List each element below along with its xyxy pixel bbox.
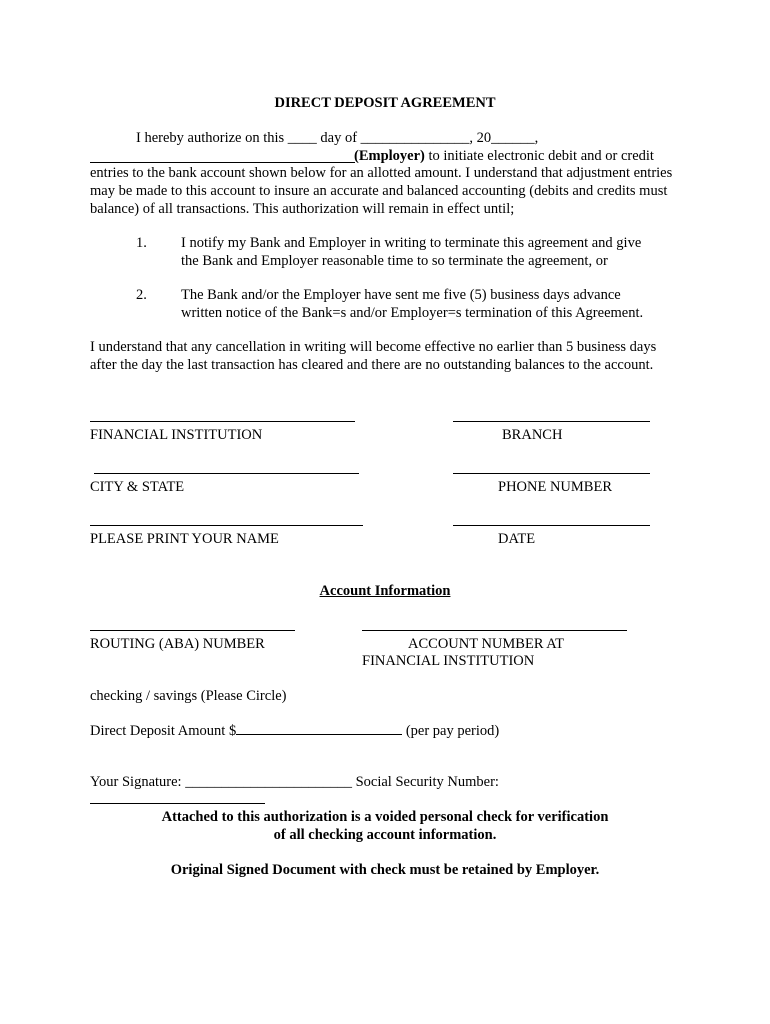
social-security-line[interactable] bbox=[90, 803, 265, 804]
list-item-2-line-1: The Bank and/or the Employer have sent me five (5) business days advance bbox=[181, 287, 621, 303]
branch-line[interactable] bbox=[453, 421, 650, 422]
account-information-heading: Account Information bbox=[319, 583, 451, 599]
city-state-line[interactable] bbox=[94, 473, 359, 474]
list-item-1-number: 1. bbox=[136, 235, 147, 251]
deposit-amount-suffix: (per pay period) bbox=[402, 723, 500, 739]
cancellation-paragraph: I understand that any cancellation in writing will become effective no earlier than 5 business days after the day the last transaction has cleared and there are no outstanding balances to the account. bbox=[90, 339, 657, 373]
list-item-2-number: 2. bbox=[136, 287, 147, 303]
routing-number-label: ROUTING (ABA) NUMBER bbox=[90, 636, 265, 652]
intro-line-1: I hereby authorize on this ____ day of _______________, 20______, bbox=[136, 130, 539, 146]
attached-note-line-2: of all checking account information. bbox=[273, 827, 497, 843]
attached-note-line-1: Attached to this authorization is a voided personal check for verification bbox=[161, 809, 609, 825]
list-item-2-line-2: written notice of the Bank=s and/or Employer=s termination of this Agreement. bbox=[181, 305, 644, 321]
city-state-label: CITY & STATE bbox=[90, 479, 185, 495]
print-name-label: PLEASE PRINT YOUR NAME bbox=[90, 531, 279, 547]
date-line[interactable] bbox=[453, 525, 650, 526]
original-signed-note: Original Signed Document with check must be retained by Employer. bbox=[170, 862, 600, 878]
intro-paragraph-rest: entries to the bank account shown below for an allotted amount. I understand that adjustment entries may be made to this account to insure an accurate and balanced accounting (debits and credits must balance) of all transactions. This authorization will remain in effect until; bbox=[90, 165, 673, 217]
print-name-line[interactable] bbox=[90, 525, 363, 526]
deposit-amount-field[interactable] bbox=[236, 721, 402, 735]
branch-label: BRANCH bbox=[502, 427, 563, 443]
routing-number-line[interactable] bbox=[90, 630, 295, 631]
deposit-amount-row bbox=[90, 721, 499, 740]
financial-institution-line[interactable] bbox=[90, 421, 355, 422]
account-number-label-line-2: FINANCIAL INSTITUTION bbox=[362, 653, 535, 669]
list-item-1-line-1: I notify my Bank and Employer in writing to terminate this agreement and give bbox=[181, 235, 642, 251]
date-label: DATE bbox=[498, 531, 536, 547]
intro-line-2 bbox=[354, 147, 654, 165]
employer-signature-line bbox=[90, 162, 355, 163]
phone-number-label: PHONE NUMBER bbox=[498, 479, 612, 495]
checking-savings-label: checking / savings (Please Circle) bbox=[90, 688, 287, 704]
employer-label: (Employer) bbox=[354, 148, 425, 164]
list-item-1-line-2: the Bank and Employer reasonable time to so terminate the agreement, or bbox=[181, 253, 608, 269]
intro-line-2-rest: to initiate electronic debit and or credit bbox=[424, 148, 654, 164]
deposit-amount-prefix: Direct Deposit Amount $ bbox=[90, 723, 237, 739]
phone-number-line[interactable] bbox=[453, 473, 650, 474]
account-number-label-line-1: ACCOUNT NUMBER AT bbox=[408, 636, 565, 652]
signature-label: Your Signature: _______________________ Social Security Number: bbox=[90, 774, 499, 790]
page-title: DIRECT DEPOSIT AGREEMENT bbox=[274, 95, 496, 111]
financial-institution-label: FINANCIAL INSTITUTION bbox=[90, 427, 263, 443]
account-number-line[interactable] bbox=[362, 630, 627, 631]
